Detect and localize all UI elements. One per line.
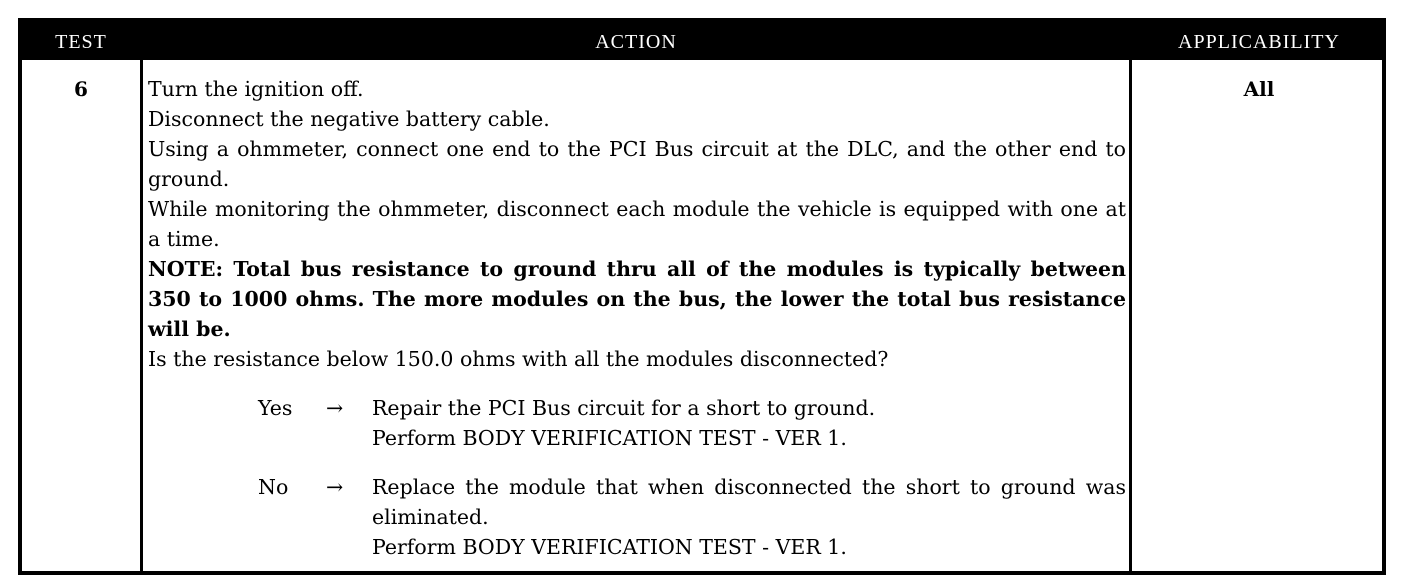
action-step: While monitoring the ohmmeter, disconnect each module the vehicle is equipped with one at a time. [148,197,1126,251]
action-step: Using a ohmmeter, connect one end to the PCI Bus circuit at the DLC, and the other end to ground. [148,137,1126,191]
arrow-right-icon: → [326,396,344,420]
action-step: Turn the ignition off. [148,77,364,101]
action-note: NOTE: Total bus resistance to ground thru all of the modules is typically between 350 to 1000 ohms. The more modules on the bus, the lower the total bus resistance will be. [148,257,1126,341]
header-applicability: APPLICABILITY [1178,31,1340,53]
applicability-value: All [1243,77,1275,101]
response-yes-label: Yes [258,396,293,420]
action-question: Is the resistance below 150.0 ohms with all the modules disconnected? [148,347,889,371]
response-no-label: No [258,475,289,499]
test-number: 6 [74,77,88,101]
response-no-line: Perform BODY VERIFICATION TEST - VER 1. [372,535,847,559]
response-yes-text [372,393,1126,453]
column-divider [1129,60,1132,571]
diagnostic-table [18,18,1386,575]
header-action: ACTION [595,31,677,53]
action-text [148,74,1126,374]
response-no-text [372,472,1126,562]
column-divider [140,60,143,571]
response-yes-line: Perform BODY VERIFICATION TEST - VER 1. [372,426,847,450]
header-test: TEST [55,31,107,53]
response-yes-line: Repair the PCI Bus circuit for a short to ground. [372,396,876,420]
table-header [22,22,1382,60]
action-step: Disconnect the negative battery cable. [148,107,550,131]
arrow-right-icon: → [326,475,344,499]
response-no-line: Replace the module that when disconnected the short to ground was eliminated. [372,475,1126,529]
